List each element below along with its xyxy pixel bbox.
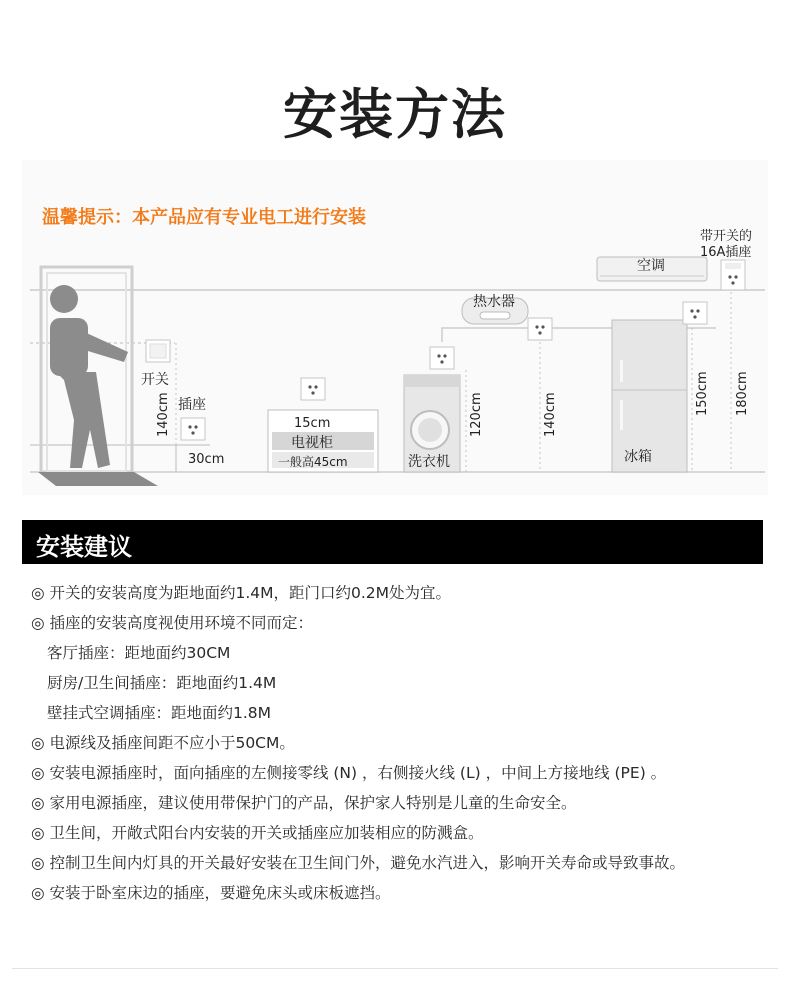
label-tv-cabinet: 电视柜: [291, 435, 333, 451]
socket-icon: [528, 318, 552, 340]
list-item: ◎ 安装电源插座时，面向插座的左侧接零线 (N) ，右侧接火线 (L) ，中间上方接地线 (PE) 。: [31, 764, 667, 782]
section-header-bar: [22, 520, 763, 564]
label-140cm-left: 140cm: [156, 392, 171, 437]
label-fridge: 冰箱: [624, 449, 652, 465]
switch-socket-16a-icon: [721, 260, 745, 290]
list-item: 客厅插座：距地面约30CM: [47, 644, 231, 662]
label-fridge-height: 150cm: [695, 371, 710, 416]
person-figure: [50, 285, 128, 468]
label-heater-height: 140cm: [543, 392, 558, 437]
list-item: 壁挂式空调插座：距地面约1.8M: [47, 704, 272, 722]
safety-tip: 温馨提示：本产品应有专业电工进行安装: [42, 207, 366, 228]
label-tv-height: 一般高45cm: [278, 455, 348, 469]
label-switch: 开关: [141, 372, 169, 388]
label-washer-height: 120cm: [469, 392, 484, 437]
label-heater: 热水器: [473, 294, 515, 310]
label-aircon: 空调: [637, 258, 665, 274]
list-item: ◎ 插座的安装高度视使用环境不同而定：: [31, 614, 313, 632]
socket-icon: [683, 302, 707, 324]
switch-icon: [146, 340, 170, 362]
wall-step-line: [442, 328, 530, 342]
bottom-divider: [12, 968, 778, 969]
label-16a-line1: 带开关的: [700, 229, 753, 244]
list-item: ◎ 安装于卧室床边的插座，要避免床头或床板遮挡。: [31, 884, 391, 902]
label-16a-line2: 16A插座: [700, 245, 752, 260]
label-washer: 洗衣机: [408, 454, 450, 470]
list-item: ◎ 家用电源插座，建议使用带保护门的产品，保护家人特别是儿童的生命安全。: [31, 794, 577, 812]
page-title: 安装方法: [283, 83, 507, 146]
label-aircon-height: 180cm: [735, 371, 750, 416]
section-title: 安装建议: [36, 533, 132, 561]
list-item: 厨房/卫生间插座：距地面约1.4M: [47, 674, 277, 692]
socket-icon: [301, 378, 325, 400]
label-socket: 插座: [178, 397, 206, 413]
list-item: ◎ 开关的安装高度为距地面约1.4M，距门口约0.2M处为宜。: [31, 584, 452, 602]
socket-icon: [430, 347, 454, 369]
label-30cm: 30cm: [188, 452, 225, 467]
list-item: ◎ 电源线及插座间距不应小于50CM。: [31, 734, 295, 752]
list-item: ◎ 控制卫生间内灯具的开关最好安装在卫生间门外，避免水汽进入，影响开关寿命或导致事故。: [31, 854, 685, 872]
list-item: ◎ 卫生间，开敞式阳台内安装的开关或插座应加装相应的防溅盒。: [31, 824, 484, 842]
door-mat: [38, 472, 158, 486]
label-tv-gap: 15cm: [294, 416, 331, 431]
socket-icon: [181, 418, 205, 440]
installation-tips-list: [31, 581, 771, 911]
